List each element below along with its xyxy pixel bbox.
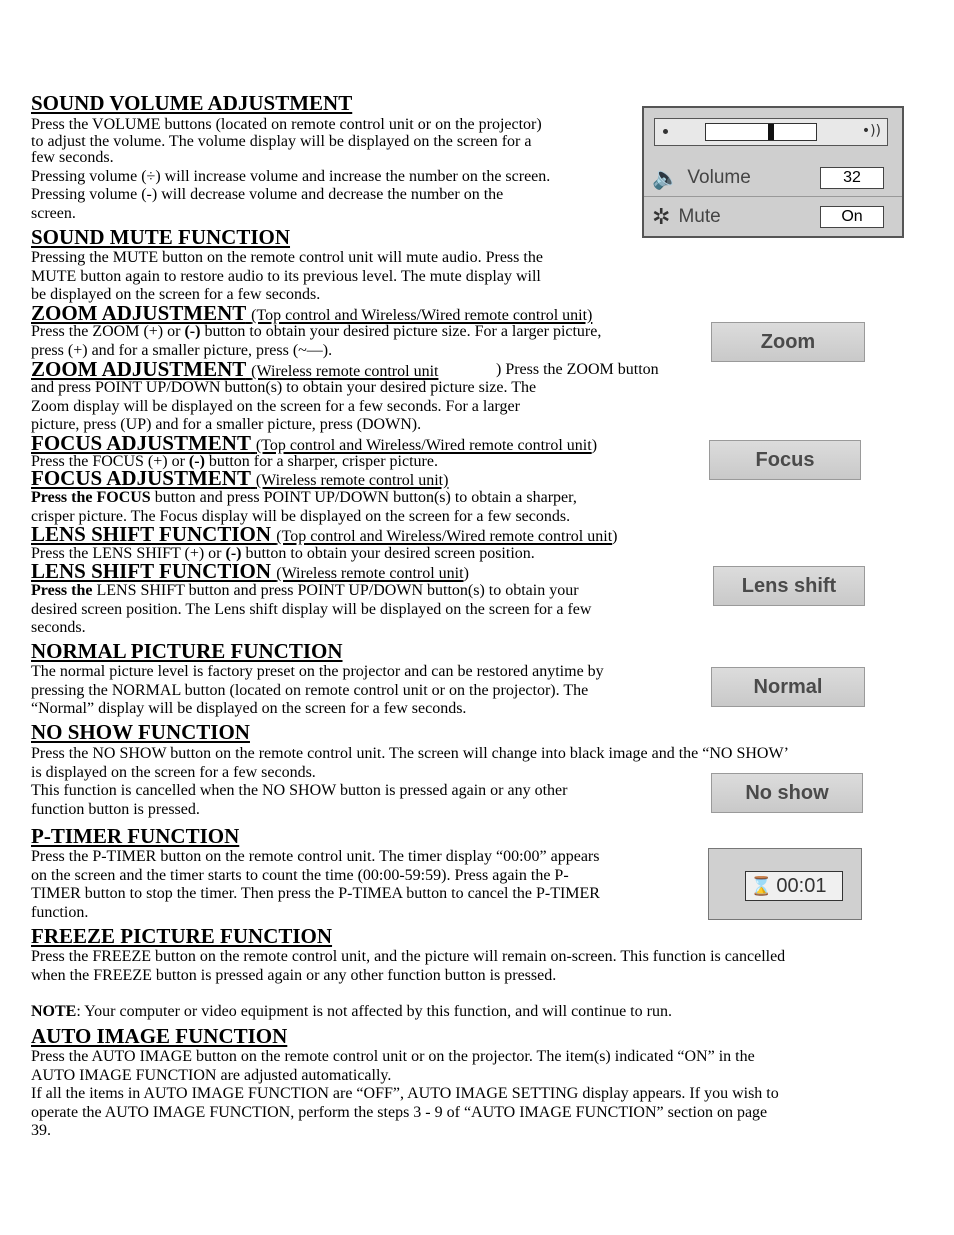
volume-osd-panel xyxy=(642,106,904,238)
sound-volume-heading: SOUND VOLUME ADJUSTMENT xyxy=(31,91,353,115)
zoom-wireless-tail: ) Press the ZOOM button xyxy=(496,361,659,378)
normal-osd: Normal xyxy=(711,667,865,707)
zoom-wireless-heading: ZOOM ADJUSTMENT (Wireless remote control unit xyxy=(31,357,439,381)
volume-slider-row xyxy=(644,112,902,152)
focus-top-heading: FOCUS ADJUSTMENT (Top control and Wireless/Wired remote control unit) xyxy=(31,431,598,455)
no-show-text: Press the NO SHOW button on the remote control unit. The screen will change into black image and the “NO SHOW’ is displayed on the screen for a few seconds. This function is cancelled when the NO SHOW button is pressed again or any other function button is pressed. xyxy=(31,745,789,818)
lens-wireless-text: Press the LENS SHIFT button and press POINT UP/DOWN button(s) to obtain your desired screen position. The Lens shift display will be displayed on the screen for a few seconds. xyxy=(31,582,592,636)
volume-slider-frame xyxy=(654,118,888,146)
auto-image-heading: AUTO IMAGE FUNCTION xyxy=(31,1024,288,1048)
sound-mute-heading: SOUND MUTE FUNCTION xyxy=(31,225,291,249)
volume-slider-track xyxy=(705,123,817,141)
mute-row xyxy=(644,197,902,237)
sound-volume-text: Press the VOLUME buttons (located on remote control unit or on the projector) to adjust the volume. The volume display will be displayed on the screen for a few seconds. Pressing volume (÷) will increase volume and increase the number on the screen. Pressing volume (-) will decrease volume and decrease the number on the screen. xyxy=(31,116,551,222)
volume-high-icon: •)) xyxy=(861,123,881,139)
focus-osd: Focus xyxy=(709,440,861,480)
freeze-heading: FREEZE PICTURE FUNCTION xyxy=(31,924,333,948)
speaker-icon: 🔈 xyxy=(652,165,680,191)
volume-low-icon xyxy=(663,129,668,134)
p-timer-heading: P-TIMER FUNCTION xyxy=(31,824,240,848)
zoom-osd: Zoom xyxy=(711,322,865,362)
timer-display xyxy=(745,871,843,901)
no-show-osd: No show xyxy=(711,773,863,813)
zoom-top-heading: ZOOM ADJUSTMENT (Top control and Wireless/Wired remote control unit) xyxy=(31,301,593,325)
zoom-wireless-text: and press POINT UP/DOWN button(s) to obtain your desired picture size. The Zoom display will be displayed on the screen for a few seconds. For a larger picture, press (UP) and for a smaller picture, press (DOWN). xyxy=(31,379,537,433)
zoom-top-text: Press the ZOOM (+) or (-) button to obtain your desired picture size. For a larger picture, press (+) and for a smaller picture, press (~—). xyxy=(31,323,602,359)
mute-value: On xyxy=(820,206,884,228)
lens-top-text: Press the LENS SHIFT (+) or (-) button to obtain your desired screen position. xyxy=(31,545,535,562)
mute-icon: ✲ xyxy=(652,204,671,230)
normal-heading: NORMAL PICTURE FUNCTION xyxy=(31,639,343,663)
p-timer-osd xyxy=(708,848,862,920)
lens-top-heading: LENS SHIFT FUNCTION (Top control and Wireless/Wired remote control unit) xyxy=(31,522,618,546)
focus-wireless-heading: FOCUS ADJUSTMENT (Wireless remote control unit) xyxy=(31,466,449,490)
volume-value: 32 xyxy=(820,167,884,189)
mute-label: Mute xyxy=(678,206,721,227)
lens-wireless-heading: LENS SHIFT FUNCTION (Wireless remote control unit) xyxy=(31,559,469,583)
timer-value: 00:01 xyxy=(776,874,827,897)
volume-slider-fill xyxy=(706,124,774,140)
no-show-heading: NO SHOW FUNCTION xyxy=(31,720,250,744)
focus-wireless-text: Press the FOCUS button and press POINT UP/DOWN button(s) to obtain a sharper, crisper picture. The Focus display will be displayed on the screen for a few seconds. xyxy=(31,489,577,525)
focus-top-text: Press the FOCUS (+) or (-) button for a sharper, crisper picture. xyxy=(31,453,438,470)
volume-row xyxy=(644,158,902,198)
hourglass-icon: ⌛ xyxy=(750,875,773,897)
auto-image-text: Press the AUTO IMAGE button on the remote control unit or on the projector. The item(s) indicated “ON” in the AUTO IMAGE FUNCTION are adjusted automatically. If all the items in AUTO IMAGE FUNCTION are “OFF”, AUTO IMAGE SETTING display appears. If you wish to operate the AUTO IMAGE FUNCTION, perform the steps 3 - 9 of “AUTO IMAGE FUNCTION” section on page 39. xyxy=(31,1048,779,1139)
sound-mute-text: Pressing the MUTE button on the remote control unit will mute audio. Press the MUTE button again to restore audio to its previous level. The mute display will be displayed on the screen for a few seconds. xyxy=(31,249,543,303)
normal-text: The normal picture level is factory preset on the projector and can be restored anytime by pressing the NORMAL button (located on remote control unit or on the projector). The “Normal” display will be displayed on the screen for a few seconds. xyxy=(31,663,604,717)
lens-shift-osd: Lens shift xyxy=(713,566,865,606)
p-timer-text: Press the P-TIMER button on the remote control unit. The timer display “00:00” appears on the screen and the timer starts to count the time (00:00-59:59). Press again the P- TIMER button to stop the timer. Then press the P-TIMEA button to cancel the P-TIMER function. xyxy=(31,848,600,921)
volume-label: Volume xyxy=(687,167,751,188)
freeze-text: Press the FREEZE button on the remote control unit, and the picture will remain on-screen. This function is cancelled when the FREEZE button is pressed again or any other function button is pressed. NOTE: Your computer or video equipment is not affected by this function, and will continue to run. xyxy=(31,948,786,1020)
